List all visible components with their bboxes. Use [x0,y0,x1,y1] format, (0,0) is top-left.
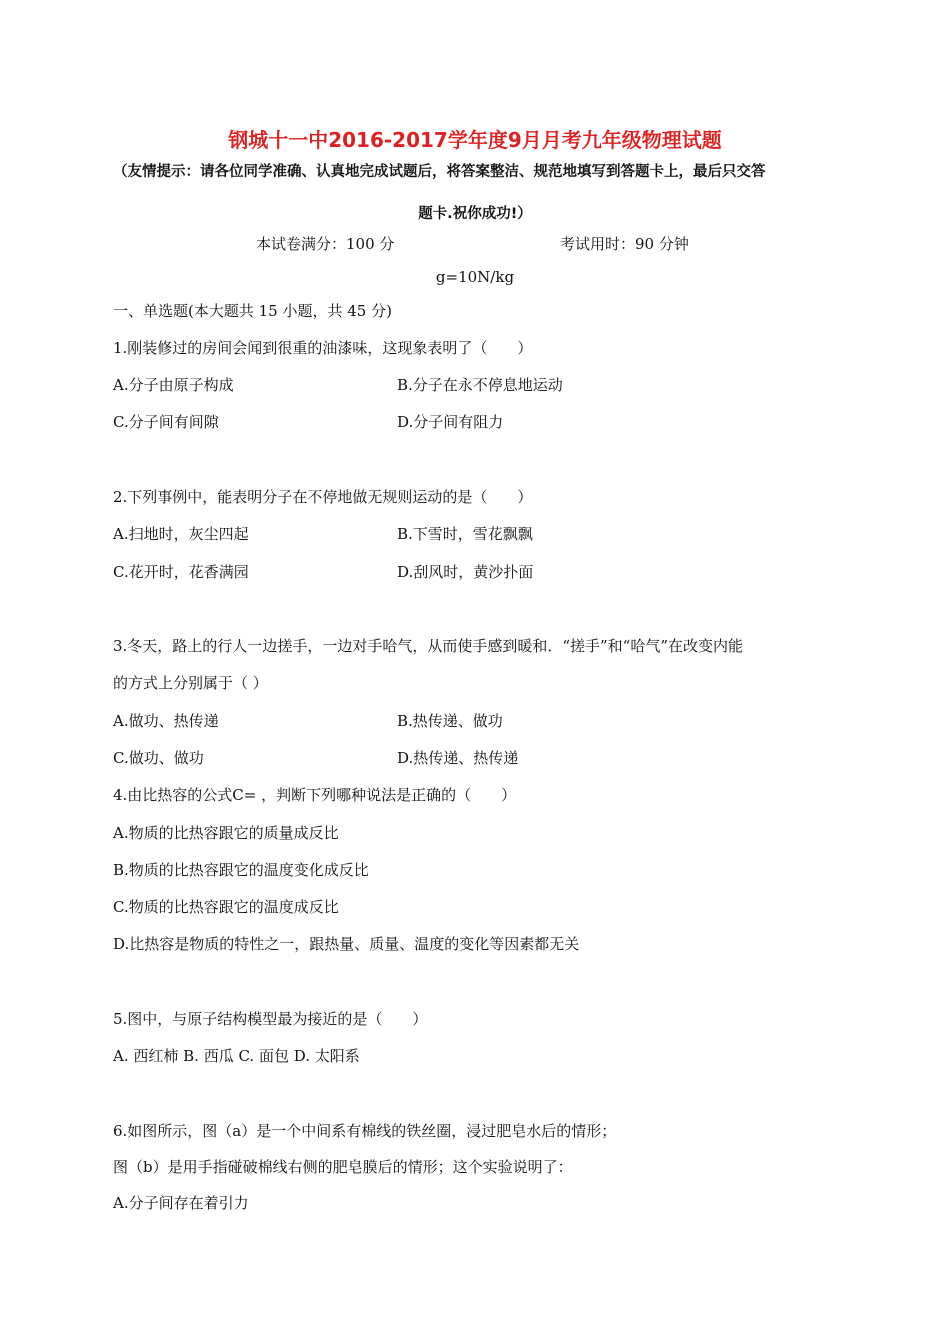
question-4-option-b: B.物质的比热容跟它的温度变化成反比 [113,861,369,879]
exam-time: 考试用时：90 分钟 [560,235,689,253]
question-6-option-a: A.分子间存在着引力 [113,1194,249,1212]
question-2-stem: 2.下列事例中，能表明分子在不停地做无规则运动的是（ ） [113,488,533,506]
notice-line-2: 题卡.祝你成功!） [418,206,532,222]
notice-line-1: （友情提示：请各位同学准确、认真地完成试题后，将答案整洁、规范地填写到答题卡上，最后只交答 [113,164,766,180]
question-1-stem: 1.刚装修过的房间会闻到很重的油漆味，这现象表明了（ ） [113,339,533,357]
full-score: 本试卷满分：100 分 [256,235,395,253]
question-3-stem-line-2: 的方式上分别属于（ ） [113,674,268,692]
question-4-option-d: D.比热容是物质的特性之一，跟热量、质量、温度的变化等因素都无关 [113,935,580,953]
question-3-option-d: D.热传递、热传递 [397,749,519,767]
question-1-option-c: C.分子间有间隙 [113,413,219,431]
question-2-option-d: D.刮风时，黄沙扑面 [397,563,534,581]
question-1-option-d: D.分子间有阻力 [397,413,504,431]
question-4-stem: 4.由比热容的公式C= ，判断下列哪种说法是正确的（ ） [113,786,517,804]
question-1-option-a: A.分子由原子构成 [113,376,234,394]
question-6-stem-line-1: 6.如图所示，图（a）是一个中间系有棉线的铁丝圈，浸过肥皂水后的情形； [113,1122,617,1140]
question-3-stem-line-1: 3.冬天，路上的行人一边搓手，一边对手哈气，从而使手感到暖和．“搓手”和“哈气”在改变内能 [113,637,743,655]
question-4-option-c: C.物质的比热容跟它的温度成反比 [113,898,339,916]
question-1-option-b: B.分子在永不停息地运动 [397,376,563,394]
question-3-option-a: A.做功、热传递 [113,712,219,730]
exam-title: 钢城十一中2016-2017学年度9月月考九年级物理试题 [228,128,722,152]
question-5-options: A. 西红柿 B. 西瓜 C. 面包 D. 太阳系 [113,1047,360,1065]
question-3-option-c: C.做功、做功 [113,749,204,767]
question-3-option-b: B.热传递、做功 [397,712,503,730]
question-2-option-b: B.下雪时，雪花飘飘 [397,525,533,543]
question-2-option-a: A.扫地时，灰尘四起 [113,525,249,543]
question-2-option-c: C.花开时，花香满园 [113,563,249,581]
gravity-constant: g=10N/kg [435,268,515,286]
question-5-stem: 5.图中，与原子结构模型最为接近的是（ ） [113,1010,428,1028]
section-heading: 一、单选题(本大题共 15 小题，共 45 分) [113,302,392,320]
question-4-option-a: A.物质的比热容跟它的质量成反比 [113,824,339,842]
question-6-stem-line-2: 图（b）是用手指碰破棉线右侧的肥皂膜后的情形；这个实验说明了： [113,1158,573,1176]
